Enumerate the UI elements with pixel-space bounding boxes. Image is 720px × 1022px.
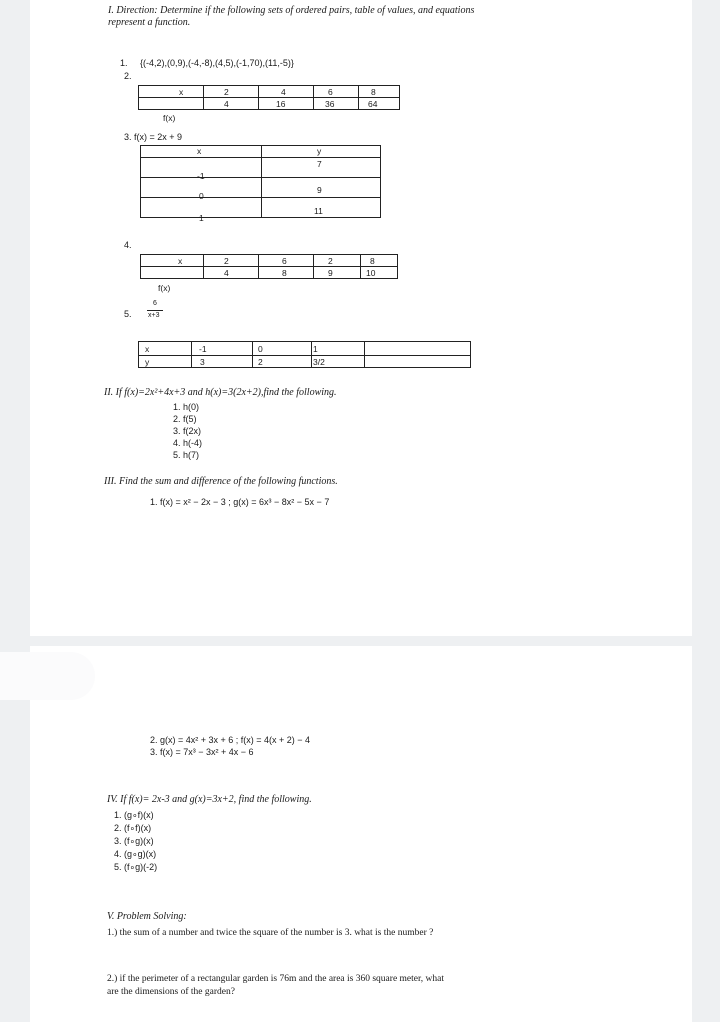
problem-1: 1.) the sum of a number and twice the square of the number is 3. what is the number ? — [107, 928, 434, 938]
table-cell: 4 — [224, 99, 229, 109]
list-item: 1. h(0) — [173, 402, 200, 412]
table-cell: 1 — [313, 344, 318, 354]
list-item: 3. (f∘g)(x) — [114, 836, 154, 846]
list-item: 1. (g∘f)(x) — [114, 810, 154, 820]
list-item: 4. (g∘g)(x) — [114, 849, 157, 859]
table-cell: 4 — [281, 87, 286, 97]
fraction-bar — [147, 310, 163, 311]
table-of-values-2 — [138, 85, 400, 110]
table-cell: 3/2 — [313, 357, 325, 367]
table-cell: 64 — [368, 99, 378, 109]
list-item: 2. f(5) — [173, 414, 197, 424]
part4-heading: IV. If f(x)= 2x-3 and g(x)=3x+2, find the following. — [107, 794, 312, 805]
list-item: 2. g(x) = 4x² + 3x + 6 ; f(x) = 4(x + 2) − 4 — [150, 735, 311, 745]
table-cell: 0 — [258, 344, 263, 354]
item-number: 4. — [124, 240, 132, 250]
table-cell: -1 — [199, 344, 207, 354]
table-header-x: x — [145, 344, 150, 354]
table-header-y: y — [317, 146, 322, 156]
table-cell: 2 — [328, 256, 333, 266]
table-header-x: x — [178, 256, 183, 266]
list-item: 5. h(7) — [173, 450, 200, 460]
table-of-values-5 — [138, 341, 471, 368]
table-cell: 16 — [276, 99, 286, 109]
direction-text-cont: represent a function. — [108, 17, 191, 28]
table-cell: 9 — [317, 185, 322, 195]
table-cell: -1 — [197, 171, 205, 181]
worksheet-page-2 — [30, 646, 692, 1022]
table-header-x: x — [197, 146, 202, 156]
table-cell: 1 — [199, 213, 204, 223]
list-item: 4. h(-4) — [173, 438, 203, 448]
table-header-fx: f(x) — [163, 113, 176, 123]
table-cell: 6 — [328, 87, 333, 97]
function-rule-3: 3. f(x) = 2x + 9 — [124, 132, 183, 142]
part3-heading: III. Find the sum and difference of the following functions. — [104, 476, 338, 487]
ordered-pairs-set: {(-4,2),(0,9),(-4,-8),(4,5),(-1,70),(11,-5)} — [140, 58, 294, 68]
fraction-numerator: 6 — [153, 300, 157, 307]
direction-text: I. Direction: Determine if the following sets of ordered pairs, table of values, and equations — [108, 5, 475, 16]
fraction-denominator: x+3 — [148, 312, 160, 319]
list-item: 2. (f∘f)(x) — [114, 823, 152, 833]
page-edge-highlight — [0, 652, 95, 700]
table-cell: 10 — [366, 268, 376, 278]
table-cell: 6 — [282, 256, 287, 266]
table-cell: 0 — [199, 191, 204, 201]
table-cell: 8 — [370, 256, 375, 266]
table-cell: 9 — [328, 268, 333, 278]
item-number: 2. — [124, 71, 132, 81]
list-item: 5. (f∘g)(-2) — [114, 862, 158, 872]
table-header-y: y — [145, 357, 150, 367]
item-number: 5. — [124, 309, 132, 319]
table-cell: 3 — [200, 357, 205, 367]
table-cell: 2 — [224, 256, 229, 266]
list-item: 1. f(x) = x² − 2x − 3 ; g(x) = 6x³ − 8x² − 5x − 7 — [150, 497, 330, 507]
list-item: 3. f(x) = 7x³ − 3x² + 4x − 6 — [150, 747, 254, 757]
table-header-x: x — [179, 87, 184, 97]
problem-2: 2.) if the perimeter of a rectangular garden is 76m and the area is 360 square meter, what — [107, 974, 444, 984]
table-cell: 2 — [258, 357, 263, 367]
part5-heading: V. Problem Solving: — [107, 911, 187, 922]
table-cell: 2 — [224, 87, 229, 97]
table-header-fx: f(x) — [158, 283, 171, 293]
item-number: 1. — [120, 58, 128, 68]
table-of-values-3 — [140, 145, 381, 218]
problem-2-cont: are the dimensions of the garden? — [107, 987, 235, 997]
table-cell: 8 — [371, 87, 376, 97]
table-cell: 11 — [314, 206, 323, 216]
table-cell: 7 — [317, 159, 322, 169]
table-cell: 36 — [325, 99, 335, 109]
table-cell: 4 — [224, 268, 229, 278]
list-item: 3. f(2x) — [173, 426, 202, 436]
part2-heading: II. If f(x)=2x²+4x+3 and h(x)=3(2x+2),find the following. — [104, 387, 337, 398]
table-cell: 8 — [282, 268, 287, 278]
